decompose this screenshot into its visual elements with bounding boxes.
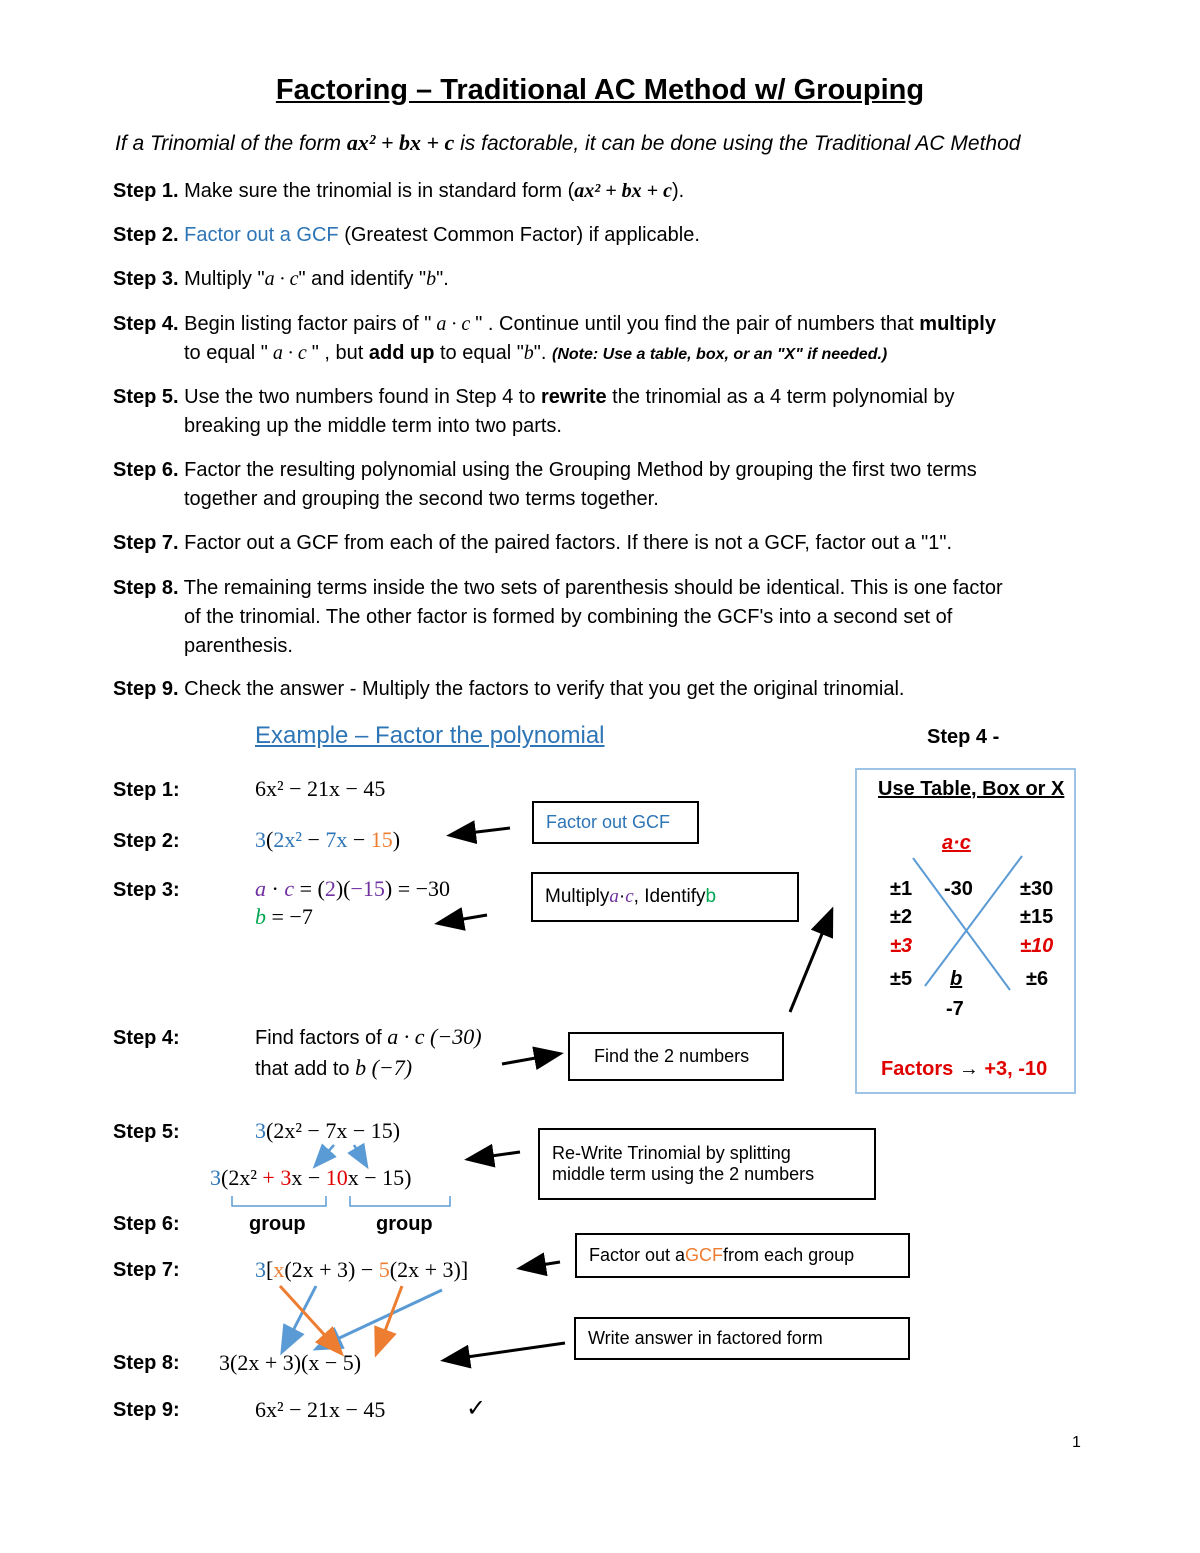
bracket: [ [266, 1257, 274, 1282]
value-a: 2 [324, 876, 336, 901]
step-expr: a · c [431, 313, 476, 335]
step-highlight: Factor out a GCF [178, 224, 339, 246]
step-text: Use the two numbers found in Step 4 to [178, 386, 542, 408]
intro-after: is factorable, it can be done using the Traditional AC Method [454, 132, 1021, 155]
step-text: Begin listing factor pairs of " [178, 313, 432, 335]
example-s1: 6x² − 21x − 45 [255, 776, 386, 801]
group-bracket [232, 1196, 326, 1206]
example-step-label: Step 1: [113, 779, 180, 801]
box-find-numbers: Find the 2 numbers [568, 1032, 784, 1081]
example-title: Example – Factor the polynomial [255, 722, 605, 749]
arrow-write [446, 1343, 565, 1360]
example-step-label: Step 8: [113, 1352, 180, 1374]
step-text: ". [533, 342, 553, 364]
step-text: to equal " [184, 342, 268, 364]
expr: x − [291, 1165, 326, 1190]
step-label: Step 9. [113, 678, 179, 700]
text: Multiply [545, 886, 610, 907]
step-text: " , but [311, 342, 369, 364]
step-expr: a · c [264, 268, 299, 290]
x-table-right: ±15 [1020, 906, 1054, 928]
gcf-term: 3 [255, 827, 266, 852]
split-arrow [316, 1145, 334, 1165]
page-title: Factoring – Traditional AC Method w/ Grouping [275, 74, 925, 106]
step-label: Step 7. [113, 532, 179, 554]
step-label: Step 2. [113, 224, 179, 246]
text: Find factors of [255, 1027, 388, 1049]
text: Re-Write Trinomial by splitting [552, 1143, 791, 1163]
page-number: 1 [1072, 1434, 1081, 1451]
example-step-label: Step 5: [113, 1121, 180, 1143]
example-step-label: Step 4: [113, 1027, 180, 1049]
step-expr2: b [426, 268, 437, 290]
step-expr: b [523, 342, 534, 364]
operator: − [301, 827, 326, 852]
value-c: −15 [350, 876, 385, 901]
step-continuation: of the trinomial. The other factor is formed by combining the GCF's into a second set of [184, 606, 953, 628]
x-table-right: ±6 [1026, 968, 1049, 990]
result: = −7 [266, 904, 313, 929]
var-c: c [284, 876, 295, 901]
group-label-1: group [249, 1213, 306, 1235]
example-s8: 3(2x + 3)(x − 5) [219, 1350, 362, 1375]
gcf-term: 3 [255, 1257, 266, 1282]
step-label: Step 5. [113, 386, 179, 408]
var-a: a [255, 876, 266, 901]
step4-header: Step 4 - [927, 726, 1000, 748]
text: that add to [255, 1058, 356, 1080]
step-tail: ). [671, 180, 685, 202]
arrow-multiply [440, 915, 487, 923]
expr: b (−7) [355, 1055, 413, 1080]
var-b: b [705, 886, 717, 907]
text: +3, -10 [978, 1058, 1048, 1080]
gcf-x: x [273, 1257, 285, 1282]
x-line [925, 856, 1022, 986]
gcf-arrow [318, 1290, 442, 1348]
arrow-find [502, 1054, 558, 1064]
step-label: Step 8. [113, 577, 179, 599]
step-bold: multiply [919, 313, 996, 335]
step-text: " . Continue until you find the pair of numbers that [475, 313, 920, 335]
step-continuation: breaking up the middle term into two parts. [184, 415, 562, 437]
step-tail: ". [436, 268, 449, 290]
term: 15 [370, 827, 393, 852]
gcf-term: 3 [210, 1165, 221, 1190]
result: ) = −30 [384, 876, 451, 901]
step-bold: rewrite [541, 386, 607, 408]
text: Factors [881, 1058, 959, 1080]
text: from each group [723, 1245, 855, 1265]
step-continuation: parenthesis. [184, 635, 293, 657]
var-a: a [609, 886, 619, 907]
arrow-to-table [790, 912, 831, 1012]
paren: )( [335, 876, 351, 901]
x-table-left: ±1 [890, 878, 913, 900]
step-continuation: together and grouping the second two terms together. [184, 488, 659, 510]
x-table-left: ±2 [890, 906, 913, 928]
step-text: Make sure the trinomial is in standard form ( [178, 180, 575, 202]
operator: · [266, 876, 285, 901]
step-text: Multiply " [178, 268, 265, 290]
operator: − [347, 827, 371, 852]
gcf-five: 5 [378, 1257, 390, 1282]
expr: a · c (−30) [387, 1024, 482, 1049]
x-table-ac: a·c [942, 832, 971, 854]
x-line [913, 858, 1010, 990]
split-term: 10 [325, 1165, 348, 1190]
text: Factor out a [589, 1245, 686, 1265]
step-label: Step 6. [113, 459, 179, 481]
check-mark-icon: ✓ [466, 1396, 487, 1422]
step-label: Step 1. [113, 180, 179, 202]
expr: (2x + 3)] [389, 1257, 469, 1282]
box-write-answer: Write answer in factored form [574, 1317, 910, 1360]
x-table-right: ±10 [1020, 935, 1054, 957]
step-label: Step 3. [113, 268, 179, 290]
group-bracket [350, 1196, 450, 1206]
step-expr: a · c [267, 342, 312, 364]
split-arrow [354, 1145, 366, 1165]
step-expr: ax² + bx + c [574, 180, 672, 202]
step-text: Factor out a GCF from each of the paired factors. If there is not a GCF, factor out a "1". [178, 532, 953, 554]
x-table-right: ±30 [1020, 878, 1054, 900]
step-label: Step 4. [113, 313, 179, 335]
step-note: (Note: Use a table, box, or an "X" if needed.) [552, 346, 888, 363]
expr: (2x² − 7x − 15) [266, 1118, 401, 1143]
step-text: Factor the resulting polynomial using the Grouping Method by grouping the first two terms [178, 459, 977, 481]
x-table-header: Use Table, Box or X [878, 778, 1065, 800]
example-step-label: Step 3: [113, 879, 180, 901]
text: , Identify [633, 886, 706, 907]
example-step-label: Step 9: [113, 1399, 180, 1421]
example-step-label: Step 7: [113, 1259, 180, 1281]
x-table-left: ±5 [890, 968, 913, 990]
step-text: (Greatest Common Factor) if applicable. [338, 224, 700, 246]
intro-expr: ax² + bx + c [346, 130, 455, 155]
example-step-label: Step 6: [113, 1213, 180, 1235]
expr: (2x + 3) − [284, 1257, 379, 1282]
group-label-2: group [376, 1213, 433, 1235]
step-text: the trinomial as a 4 term polynomial by [606, 386, 955, 408]
x-table-left: ±3 [890, 935, 913, 957]
x-table-b-value: -7 [946, 998, 964, 1020]
term: 2x² [273, 827, 302, 852]
step-mid: " and identify " [298, 268, 427, 290]
expr: x − 15) [347, 1165, 412, 1190]
arrow-rewrite [470, 1152, 520, 1159]
right-arrow-icon: → [958, 1058, 979, 1080]
arrow-factor-each [522, 1262, 560, 1268]
step-bold: add up [368, 342, 435, 364]
arrow-gcf [452, 828, 510, 835]
split-term: + 3 [262, 1165, 292, 1190]
step-text: to equal " [434, 342, 524, 364]
box-factor-gcf: Factor out GCF [532, 801, 699, 844]
x-table-b: b [950, 968, 963, 990]
text: middle term using the 2 numbers [552, 1164, 815, 1184]
var-c: c [625, 886, 634, 907]
gcf-term: 3 [255, 1118, 266, 1143]
operator: = ( [294, 876, 325, 901]
text: · [618, 886, 626, 907]
paren: ( [266, 827, 274, 852]
x-table-ac-value: -30 [944, 878, 973, 900]
var-b: b [255, 904, 266, 929]
example-s9: 6x² − 21x − 45 [255, 1397, 386, 1422]
example-step-label: Step 2: [113, 830, 180, 852]
term: 7x [325, 827, 348, 852]
paren: ) [392, 827, 401, 852]
step-text: The remaining terms inside the two sets of parenthesis should be identical. This is one factor [178, 577, 1003, 599]
expr: (2x² [221, 1165, 263, 1190]
text: GCF [685, 1245, 724, 1265]
step-text: Check the answer - Multiply the factors to verify that you get the original trinomial. [178, 678, 905, 700]
intro-before: If a Trinomial of the form [115, 132, 347, 155]
